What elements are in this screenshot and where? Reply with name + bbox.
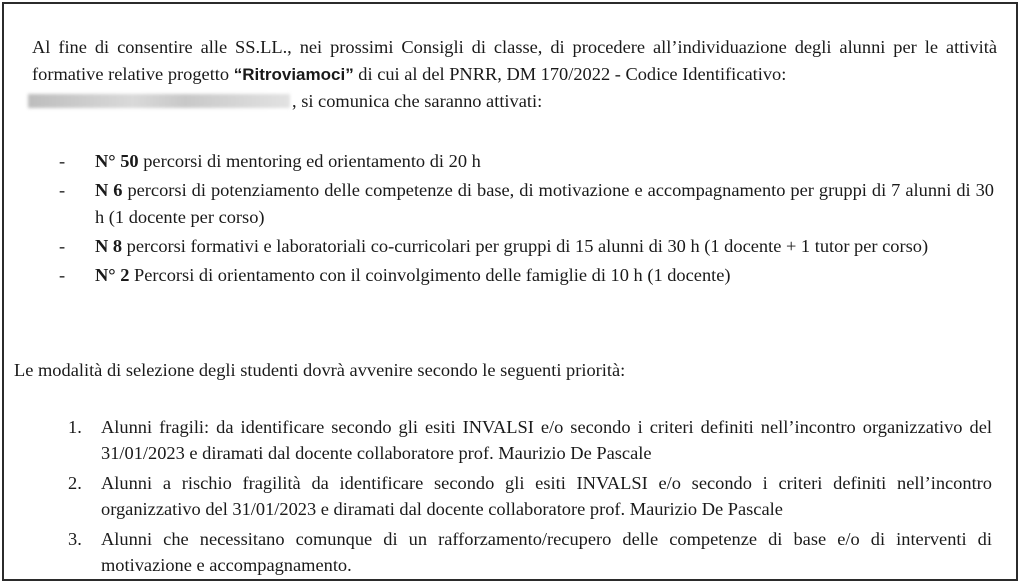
list-item [59,233,994,260]
bullet-marker: - [59,236,66,256]
intro-paragraph [32,34,997,115]
priority-text: Alunni a rischio fragilità da identificare secondo gli esiti INVALSI e/o secondo i criteri definiti nell’incontro organizzativo del 31/01/2023 e diramati dal docente collaboratore prof. Maurizio De Pascale [101,473,992,519]
priorities-list [68,414,992,581]
priority-text: Alunni fragili: da identificare secondo gli esiti INVALSI e/o secondo i criteri definiti nell’incontro organizzativo del 31/01/2023 e diramati dal docente collaboratore prof. Maurizio De Pascale [101,417,992,463]
redacted-code [28,94,290,108]
selection-intro: Le modalità di selezione degli studenti dovrà avvenire secondo le seguenti priorità: [14,360,626,380]
list-item [59,262,994,289]
course-count: N° 50 [95,151,139,171]
list-item [59,148,994,175]
item-number: 2. [68,473,82,493]
bullet-marker: - [59,151,66,171]
item-number: 1. [68,417,82,437]
intro-text-2: di cui al del PNRR, DM 170/2022 - Codice Identificativo: [353,64,787,84]
course-count: N 6 [95,180,123,200]
course-count: N° 2 [95,265,130,285]
list-item [59,177,994,231]
list-item [68,470,992,522]
course-count: N 8 [95,236,123,256]
project-name: “Ritroviamoci” [233,65,354,84]
courses-list [59,148,994,291]
document-frame [2,2,1018,581]
course-description: percorsi di potenziamento delle competenze di base, di motivazione e accompagnamento per gruppi di 7 alunni di 30 h (1 docente per corso) [95,180,994,227]
list-item [68,526,992,578]
bullet-marker: - [59,180,66,200]
intro-text-1: Al fine di consentire alle SS.LL., nei prossimi Consigli di classe, di procedere all’individuazione degli alunni per le attività formative relative progetto [32,37,997,84]
course-description: Percorsi di orientamento con il coinvolgimento delle famiglie di 10 h (1 docente) [129,265,731,285]
bullet-marker: - [59,265,66,285]
item-number: 3. [68,529,82,549]
list-item [68,414,992,466]
priority-text: Alunni che necessitano comunque di un rafforzamento/recupero delle competenze di base e/o di interventi di motivazione e accompagnamento. [101,529,992,575]
course-description: percorsi di mentoring ed orientamento di 20 h [138,151,481,171]
course-description: percorsi formativi e laboratoriali co-curricolari per gruppi di 15 alunni di 30 h (1 docente + 1 tutor per corso) [122,236,929,256]
intro-text-3: , si comunica che saranno attivati: [292,91,543,111]
